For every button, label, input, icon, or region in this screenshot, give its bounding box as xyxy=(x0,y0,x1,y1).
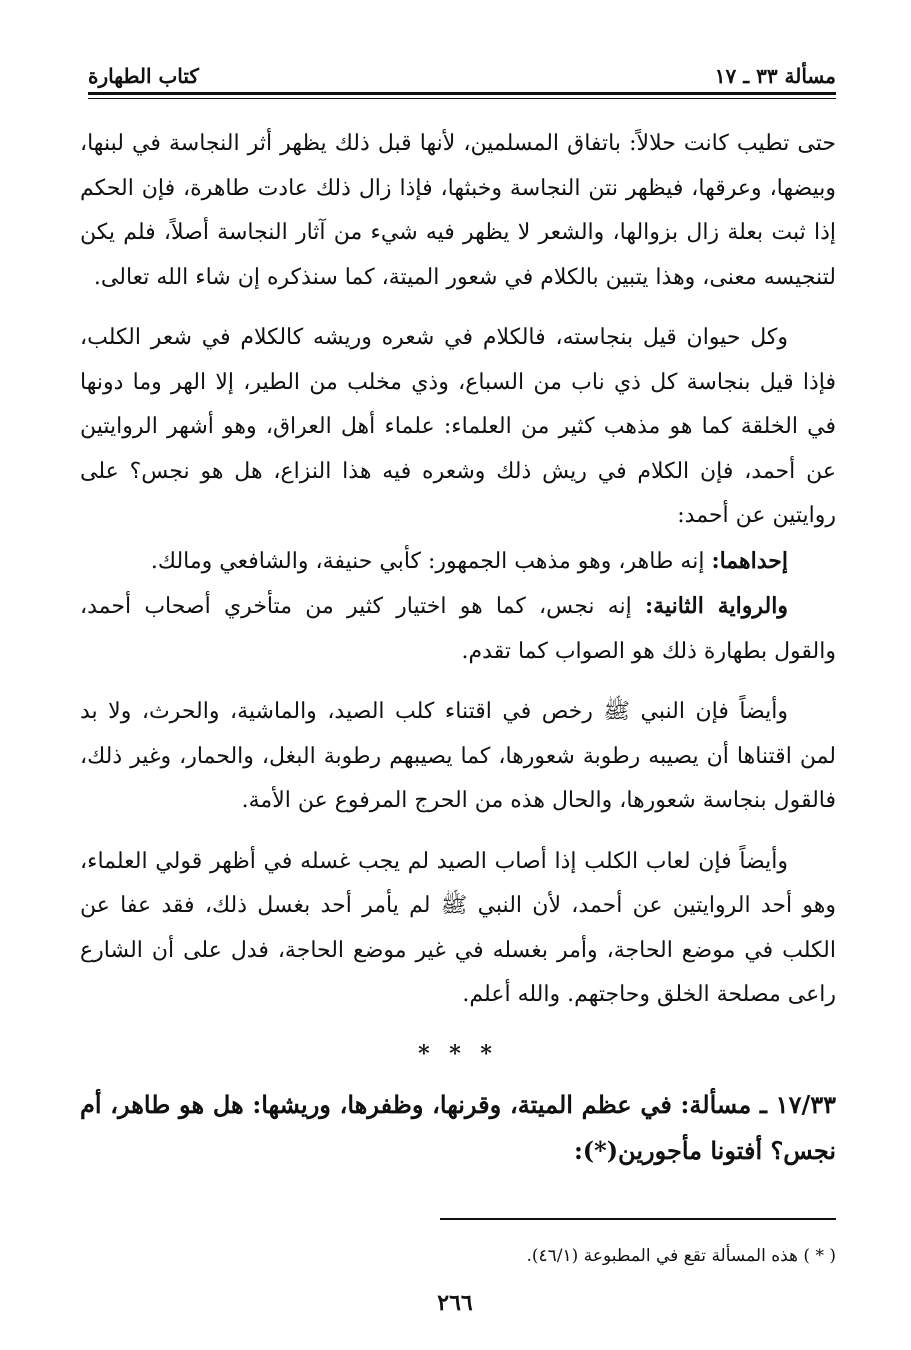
paragraph-6: وأيضاً فإن لعاب الكلب إذا أصاب الصيد لم يجب غسله في أظهر قولي العلماء، وهو أحد الروايتين عن أحمد، لأن النبي ﷺ لم يأمر أحد بغسل ذلك، فقد عفا عن الكلب في موضع الحاجة، وأمر بغسله في غير موضع الحاجة، فدل على أن الشارع راعى مصلحة الخلق وحاجتهم. والله أعلم. xyxy=(80,848,836,1007)
paragraph-4-term: والرواية الثانية: xyxy=(645,593,788,619)
paragraph-3-text: إنه طاهر، وهو مذهب الجمهور: كأبي حنيفة، والشافعي ومالك. xyxy=(150,548,712,574)
paragraph-1: حتى تطيب كانت حلالاً: باتفاق المسلمين، لأنها قبل ذلك يظهر أثر النجاسة في لبنها، وبيضها، وعرقها، فيظهر نتن النجاسة وخبثها، فإذا زال ذلك عادت طاهرة، فإن الحكم إذا ثبت بعلة زال بزوالها، والشعر لا يظهر فيه شيء من آثار النجاسة أصلاً، فلم يكن لتنجيسه معنى، وهذا يتبين بالكلام في شعور الميتة، كما سنذكره إن شاء الله تعالى. xyxy=(80,131,836,290)
paragraph-3 xyxy=(80,539,836,585)
question-heading: ١٧/٣٣ ـ مسألة: في عظم الميتة، وقرنها، وظفرها، وريشها: هل هو طاهر، أم نجس؟ أفتونا مأجورين(*): xyxy=(80,1089,836,1165)
paragraph-2: وكل حيوان قيل بنجاسته، فالكلام في شعره وريشه كالكلام في شعر الكلب، فإذا قيل بنجاسة كل ذي ناب من السباع، وذي مخلب من الطير، إلا الهر وما دونها في الخلقة كما هو مذهب كثير من العلماء: علماء أهل العراق، وهو أشهر الروايتين عن أحمد، فإن الكلام في ريش ذلك وشعره فيه هذا النزاع، هل هو نجس؟ على روايتين عن أحمد: xyxy=(80,325,836,528)
section-separator: * * * xyxy=(418,1040,498,1067)
paragraph-4-text: إنه نجس، كما هو اختيار كثير من متأخري أصحاب أحمد، والقول بطهارة ذلك هو الصواب كما تقدم. xyxy=(80,594,836,664)
paragraph-5: وأيضاً فإن النبي ﷺ رخص في اقتناء كلب الصيد، والماشية، والحرث، ولا بد لمن اقتناها أن يصيبه رطوبة شعورها، كما يصيبهم رطوبة البغل، والحمار، وغير ذلك، فالقول بنجاسة شعورها، والحال هذه من الحرج المرفوع عن الأمة. xyxy=(80,699,836,813)
paragraph-3-term: إحداهما: xyxy=(711,547,788,574)
paragraph-4 xyxy=(80,584,836,674)
footnote: ( * ) هذه المسألة تقع في المطبوعة (٤٦/١). xyxy=(526,1246,836,1266)
header-issue-number: مسألة ٣٣ ـ ١٧ xyxy=(714,64,836,88)
header-rule-thick xyxy=(88,92,836,95)
running-header xyxy=(88,56,836,88)
header-book-title: كتاب الطهارة xyxy=(88,64,199,88)
header-rule-thin xyxy=(88,98,836,99)
page-number: ٢٦٦ xyxy=(437,1290,473,1316)
footnote-rule xyxy=(440,1218,836,1220)
main-text xyxy=(80,122,836,1174)
